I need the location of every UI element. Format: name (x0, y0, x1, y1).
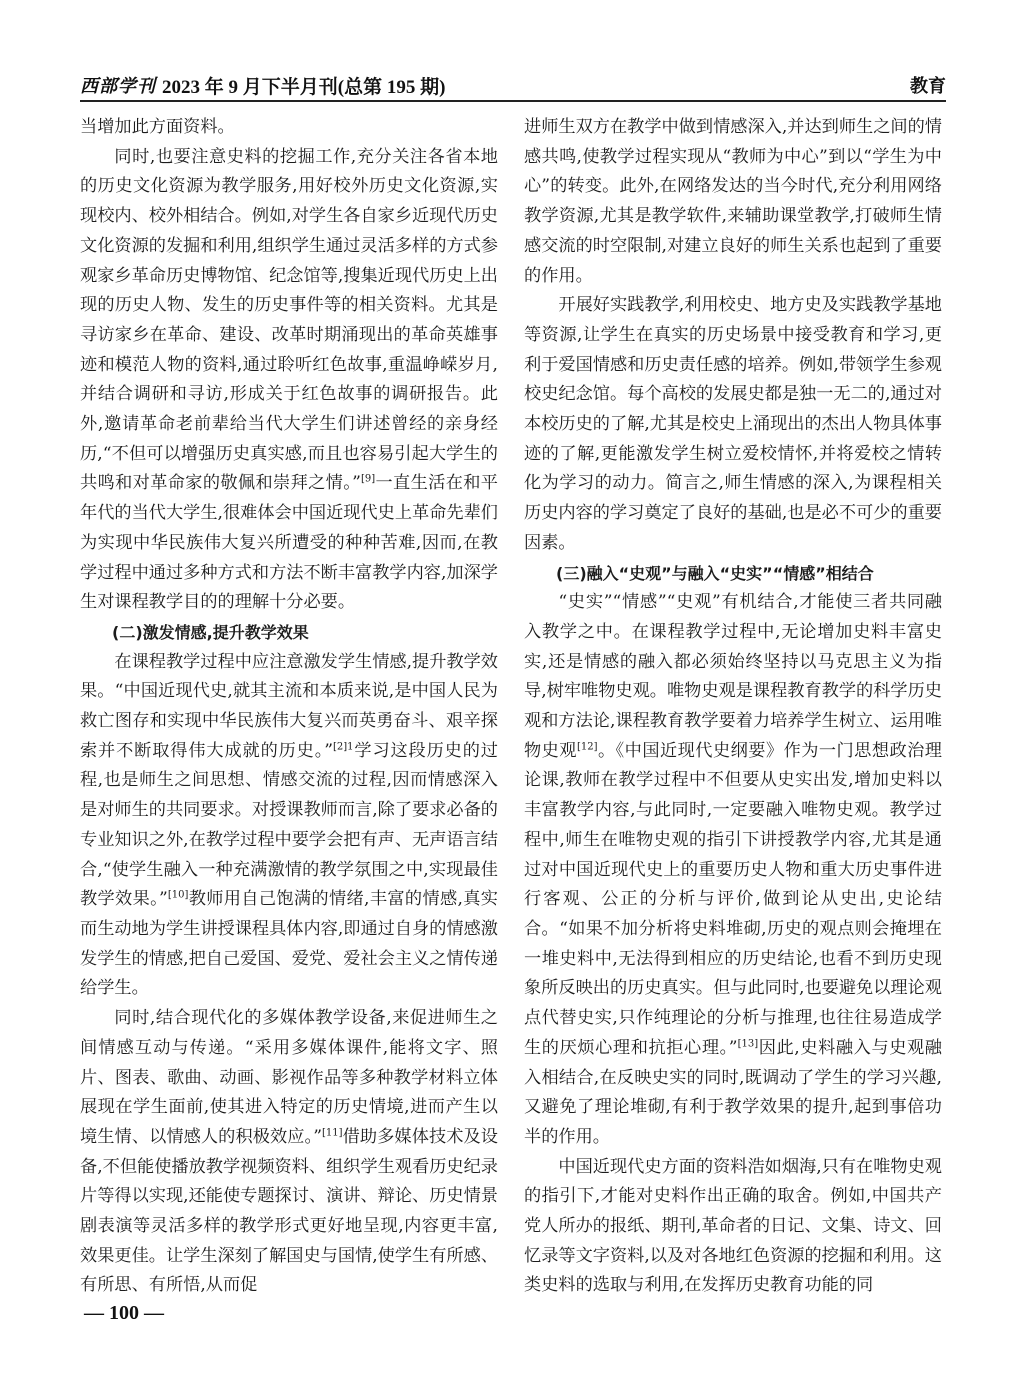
paragraph-text: 因此,史料融入与史观融入相结合,在反映史实的同时,既调动了学生的学习兴趣,又避免了理论堆砌,有利于教学效果的提升,起到事倍功半的作用。 (524, 1037, 942, 1147)
citation-ref: [10] (167, 889, 189, 901)
paragraph-text: 在课程教学过程中应注意激发学生情感,提升教学效果。“中国近现代史,就其主流和本质来说,是中国人民为救亡图存和实现中华民族伟大复兴而英勇奋斗、艰辛探索并不断取得伟大成就的历史。” (80, 651, 498, 761)
paragraph (524, 588, 942, 1152)
page-number: — 100 — (84, 1302, 164, 1324)
citation-ref: [2]1 (332, 741, 354, 753)
citation-ref: [11] (322, 1127, 343, 1139)
right-column (524, 113, 942, 1301)
page-header (80, 70, 946, 100)
paragraph: 中国近现代史方面的资料浩如烟海,只有在唯物史观的指引下,才能对史料作出正确的取舍。例如,中国共产党人所办的报纸、期刊,革命者的日记、文集、诗文、回忆录等文字资料,以及对各地红色资源的挖掘和利用。这类史料的选取与利用,在发挥历史教育功能的同 (524, 1156, 942, 1296)
section-heading: (二)激发情感,提升教学效果 (112, 622, 309, 642)
citation-ref: [12] (576, 741, 598, 753)
citation-ref: [13] (737, 1038, 759, 1050)
paragraph (80, 1004, 498, 1301)
paragraph-text: 教师用自己饱满的情绪,丰富的情感,真实而生动地为学生讲授课程具体内容,即通过自身的情感激发学生的情感,把自己爱国、爱党、爱社会主义之情传递给学生。 (80, 889, 498, 999)
header-divider (80, 100, 946, 102)
paragraph-text: 一直生活在和平年代的当代大学生,很难体会中国近现代史上革命先辈们为实现中华民族伟大复兴所遭受的种种苦难,因而,在教学过程中通过多种方式和方法不断丰富教学内容,加深学生对课程教学目的的理解十分必要。 (80, 473, 498, 613)
paragraph-text: 同时,也要注意史料的挖掘工作,充分关注各省本地的历史文化资源为教学服务,用好校外历史文化资源,实现校内、校外相结合。例如,对学生各自家乡近现代历史文化资源的发掘和利用,组织学生通过灵活多样的方式参观家乡革命历史博物馆、纪念馆等,搜集近现代历史上出现的历史人物、发生的历史事件等的相关资料。尤其是寻访家乡在革命、建设、改革时期涌现出的革命英雄事迹和模范人物的资料,通过聆听红色故事,重温峥嵘岁月,并结合调研和寻访,形成关于红色故事的调研报告。此外,邀请革命老前辈给当代大学生们讲述曾经的亲身经历,“不但可以增强历史真实感,而且也容易引起大学生的共鸣和对革命家的敬佩和崇拜之情。” (80, 146, 498, 494)
section-label: 教育 (910, 76, 946, 97)
journal-logo: 西部学刊 (80, 76, 156, 97)
paragraph-text: 同时,结合现代化的多媒体教学设备,来促进师生之间情感互动与传递。“采用多媒体课件,能将文字、照片、图表、歌曲、动画、影视作品等多种教学材料立体展现在学生面前,使其进入特定的历史情境,进而产生以境生情、以情感人的积极效应。” (80, 1008, 498, 1147)
paragraph-text: “史实”“情感”“史观”有机结合,才能使三者共同融入教学之中。在课程教学过程中,无论增加史料丰富史实,还是情感的融入都必须始终坚持以马克思主义为指导,树牢唯物史观。唯物史观是课程教育教学的科学历史观和方法论,课程教育教学要着力培养学生树立、运用唯物史观 (524, 592, 942, 761)
section-heading: (三)融入“史观”与融入“史实”“情感”相结合 (556, 563, 874, 583)
paragraph: 开展好实践教学,利用校史、地方史及实践教学基地等资源,让学生在真实的历史场景中接受教育和学习,更利于爱国情感和历史责任感的培养。例如,带领学生参观校史纪念馆。每个高校的发展史都是独一无二的,通过对本校历史的了解,尤其是校史上涌现出的杰出人物具体事迹的了解,更能激发学生树立爱校情怀,并将爱校之情转化为学习的动力。简言之,师生情感的深入,为课程相关历史内容的学习奠定了良好的基础,也是必不可少的重要因素。 (524, 295, 942, 553)
paragraph: 进师生双方在教学中做到情感深入,并达到师生之间的情感共鸣,使教学过程实现从“教师为中心”到以“学生为中心”的转变。此外,在网络发达的当今时代,充分利用网络教学资源,尤其是教学软件,来辅助课堂教学,打破师生情感交流的时空限制,对建立良好的师生关系也起到了重要的作用。 (524, 117, 942, 286)
paragraph (80, 648, 498, 1004)
paragraph-text: 借助多媒体技术及设备,不但能使播放教学视频资料、组织学生观看历史纪录片等得以实现,还能使专题探讨、演讲、辩论、历史情景剧表演等灵活多样的教学形式更好地呈现,内容更丰富,效果更佳。让学生深刻了解国史与国情,使学生有所感、有所思、有所悟,从而促 (80, 1126, 498, 1296)
paragraph (80, 143, 498, 618)
left-column (80, 113, 498, 1301)
citation-ref: [9] (360, 473, 376, 485)
issue-info: 2023 年 9 月下半月刊(总第 195 期) (162, 77, 446, 98)
paragraph-text: 学习这段历史的过程,也是师生之间思想、情感交流的过程,因而情感深入是对师生的共同要求。对授课教师而言,除了要求必备的专业知识之外,在教学过程中要学会把有声、无声语言结合,“使学生融入一种充满激情的教学氛围之中,实现最佳教学效果。” (80, 740, 498, 910)
paragraph-text: 。《中国近现代史纲要》作为一门思想政治理论课,教师在教学过程中不但要从史实出发,增加史料以丰富教学内容,与此同时,一定要融入唯物史观。教学过程中,师生在唯物史观的指引下讲授教学内容,尤其是通过对中国近现代史上的重要历史人物和重大历史事件进行客观、公正的分析与评价,做到论从史出,史论结合。“如果不加分析将史料堆砌,历史的观点则会掩埋在一堆史料中,无法得到相应的历史结论,也看不到历史现象所反映出的历史真实。但与此同时,也要避免以理论观点代替史实,只作纯理论的分析与推理,也往往易造成学生的厌烦心理和抗拒心理。” (524, 740, 942, 1058)
paragraph: 当增加此方面资料。 (80, 117, 235, 137)
